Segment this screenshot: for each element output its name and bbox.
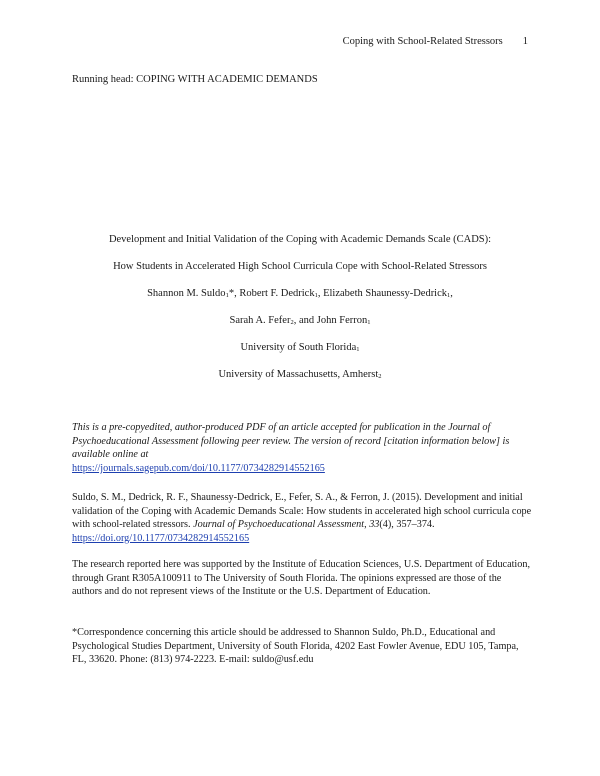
affiliation-2	[0, 368, 600, 395]
funding-statement: The research reported here was supported by the Institute of Education Sciences, U.S. Department of Education, through Grant R305A100911 to The University of South Florida. The opinions expressed are those of the authors and do not represent views of the Institute or the U.S. Department of Education.	[72, 559, 530, 598]
author-line-2	[0, 314, 600, 341]
affiliation-name: University of Massachusetts, Amherst	[218, 369, 379, 380]
author-name: Shannon M. Suldo	[147, 288, 226, 299]
author-line-1	[0, 287, 600, 314]
author-name: Sarah A. Fefer	[229, 315, 291, 326]
doi-link[interactable]: https://doi.org/10.1177/0734282914552165	[72, 532, 250, 544]
author-separator: ,	[317, 288, 324, 299]
citation-journal: Journal of Psychoeducational Assessment	[193, 519, 365, 531]
preprint-notice-text: This is a pre-copyedited, author-produced PDF of an article accepted for publication in the Journal of Psychoeducational Assessment following peer review. The version of record [citation information below] is available online at	[72, 422, 510, 461]
citation-authors-year: Suldo, S. M., Dedrick, R. F., Shaunessy-Dedrick, E., Fefer, S. A., & Ferron, J. (2015).	[72, 492, 422, 503]
author-affiliation-mark: 1	[447, 292, 451, 299]
page-number: 1	[522, 36, 528, 47]
title-block	[0, 233, 600, 395]
author-affiliation-mark: 2	[290, 319, 294, 326]
citation: Suldo, S. M., Dedrick, R. F., Shaunessy-Dedrick, E., Fefer, S. A., & Ferron, J. (2015). Development and initial validation of the Coping with Academic Demands Scale: How students in accelerated high school curricula cope with school-related stressors. Journal of Psychoeducational Assessment, 33(4), 357–374. https://doi.org/10.1177/0734282914552165	[72, 492, 532, 544]
author-name: Elizabeth Shaunessy-Dedrick	[323, 288, 448, 299]
author-name: Robert F. Dedrick	[239, 288, 315, 299]
affiliation-name: University of South Florida	[240, 342, 357, 353]
paper-title-line-2: How Students in Accelerated High School Curricula Cope with School-Related Stressors	[113, 261, 487, 272]
author-affiliation-mark: 1	[314, 292, 318, 299]
author-name: John Ferron	[316, 315, 368, 326]
citation-issue-pages: (4), 357–374.	[379, 519, 435, 531]
author-separator: *,	[228, 288, 240, 299]
header-short-title: Coping with School-Related Stressors	[342, 36, 503, 47]
author-affiliation-mark: 1	[225, 292, 229, 299]
page-header	[343, 36, 528, 47]
affiliation-number: 1	[356, 346, 360, 353]
affiliation-number: 2	[378, 373, 382, 380]
author-affiliation-mark: 1	[367, 319, 371, 326]
author-separator: ,	[450, 288, 453, 299]
author-separator: , and	[293, 315, 317, 326]
running-head: Running head: COPING WITH ACADEMIC DEMANDS	[72, 74, 318, 85]
paper-title-line-1: Development and Initial Validation of the Coping with Academic Demands Scale (CADS):	[108, 234, 492, 245]
article-link[interactable]: https://journals.sagepub.com/doi/10.1177/0734282914552165	[72, 462, 325, 474]
citation-volume: 33	[369, 519, 380, 531]
preprint-notice	[72, 421, 532, 475]
affiliation-1	[0, 341, 600, 368]
citation-title: Development and initial validation of the Coping with Academic Demands Scale: How students in accelerated high school curricula cope with school-related stressors.	[72, 492, 532, 531]
correspondence-note: *Correspondence concerning this article should be addressed to Shannon Suldo, Ph.D., Educational and Psychological Studies Department, University of South Florida, 4202 East Fowler Avenue, EDU 105, Tampa, FL, 33620. Phone: (813) 974-2223. E-mail: suldo@usf.edu	[72, 627, 519, 666]
